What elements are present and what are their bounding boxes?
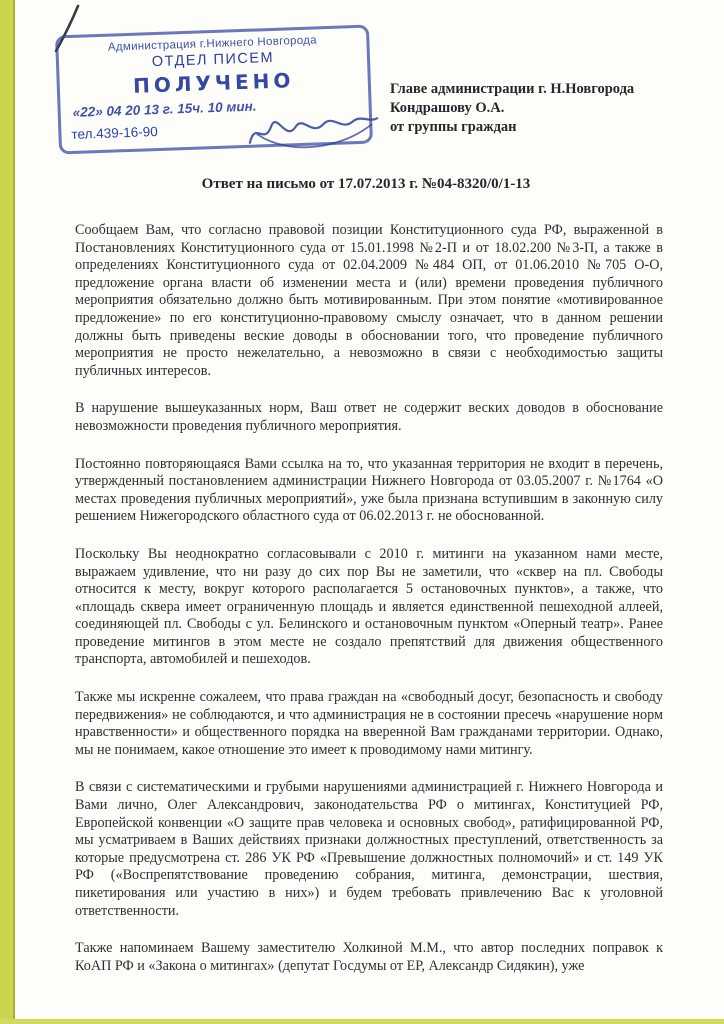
letter-body xyxy=(75,222,663,995)
recipient-line-3: от группы граждан xyxy=(390,119,517,135)
stamp-received-label: ПОЛУЧЕНО xyxy=(132,68,295,98)
received-stamp xyxy=(55,25,373,155)
paragraph-3: Постоянно повторяющаяся Вами ссылка на то, что указанная территория не входит в перечень, утвержденный постановлением администрации Нижнего Новгорода от 03.05.2007 г. №1764 «О местах проведения публичных мероприятий», уже была признана вступившим в законную силу решением Нижегородского областного суда от 06.02.2013 г. не обоснованной. xyxy=(75,455,663,525)
paragraph-7: Также напоминаем Вашему заместителю Холкиной М.М., что автор последних поправок к КоАП РФ и «Закона о митингах» (депутат Госдумы от ЕР, Александр Сидякин), уже xyxy=(75,940,663,974)
stamp-date-line: «22» 04 20 13 г. 15ч. 10 мин. xyxy=(72,98,257,120)
paragraph-2: В нарушение вышеуказанных норм, Ваш ответ не содержит веских доводов в обоснование невозможности проведения публичного мероприятия. xyxy=(75,400,663,434)
stamp-phone-line: тел.439-16-90 xyxy=(71,123,158,142)
paragraph-1: Сообщаем Вам, что согласно правовой позиции Конституционного суда РФ, выраженной в Постановлениях Конституционного суда от 15.01.1998 №2-П и от 18.02.200 №3-П, а также в определениях Конституционного суда от 02.04.2009 №484 ОП, от 01.06.2010 №705 О-О, предложение органа власти об изменении места и (или) времени проведения публичного мероприятия обязательно должно быть мотивированным. При этом понятие «мотивированное предложение» по его конституционно-правовому смыслу означает, что в данном решении должны быть приведены веские доводы в обосновании того, что проведение публичного мероприятия не просто нежелательно, а невозможно в связи с необходимостью защиты публичных интересов. xyxy=(75,222,663,379)
recipient-line-2: Кондрашову О.А. xyxy=(390,100,505,116)
recipient-block xyxy=(390,80,670,137)
letter-title: Ответ на письмо от 17.07.2013 г. №04-8320/0/1-13 xyxy=(201,176,531,192)
scan-edge-left xyxy=(0,0,13,1024)
recipient-line-1: Главе администрации г. Н.Новгорода xyxy=(390,81,635,97)
paragraph-4: Поскольку Вы неоднократно согласовывали с 2010 г. митинги на указанном нами месте, выражаем удивление, что ни разу до сих пор Вы не заметили, что «сквер на пл. Свободы относится к месту, вокруг которого располагается 5 остановочных пунктов», а также, что «площадь сквера имеет ограниченную площадь и является единственной пешеходной аллеей, соединяющей пл. Свободы с ул. Белинского и остановочным пунктом «Оперный театр». Ранее проведение митингов в этом месте не создало препятствий для движения общественного транспорта, автомобилей и пешеходов. xyxy=(75,545,663,668)
stamp-org-line: Администрация г.Нижнего Новгорода xyxy=(107,34,318,54)
signature-icon xyxy=(243,104,385,161)
scan-edge-bottom xyxy=(0,1019,724,1024)
paragraph-6: В связи с систематическими и грубыми нарушениями администрацией г. Нижнего Новгорода и Вами лично, Олег Александрович, законодательства РФ о митингах, Конституцией РФ, Европейской конвенции «О защите прав человека и основных свобод», ратифицированной РФ, мы усматриваем в Ваших действиях признаки должностных преступлений, ответственность за которые предусмотрена ст. 286 УК РФ «Превышение должностных полномочий» и ст. 149 УК РФ («Воспрепятствование проведению собрания, митинга, демонстрации, шествия, пикетирования или участию в них») и будем требовать привлечению Вас к уголовной ответственности. xyxy=(75,779,663,919)
paragraph-5: Также мы искренне сожалеем, что права граждан на «свободный досуг, безопасность и свободу передвижения» не соблюдаются, и что администрация не в состоянии пресечь «нарушение норм нравственности» и общественного порядка на вверенной Вам гражданами территории. Однако, мы не понимаем, какое отношение это имеет к проводимому нами митингу. xyxy=(75,689,663,758)
stamp-dept-line: ОТДЕЛ ПИСЕМ xyxy=(151,49,275,71)
